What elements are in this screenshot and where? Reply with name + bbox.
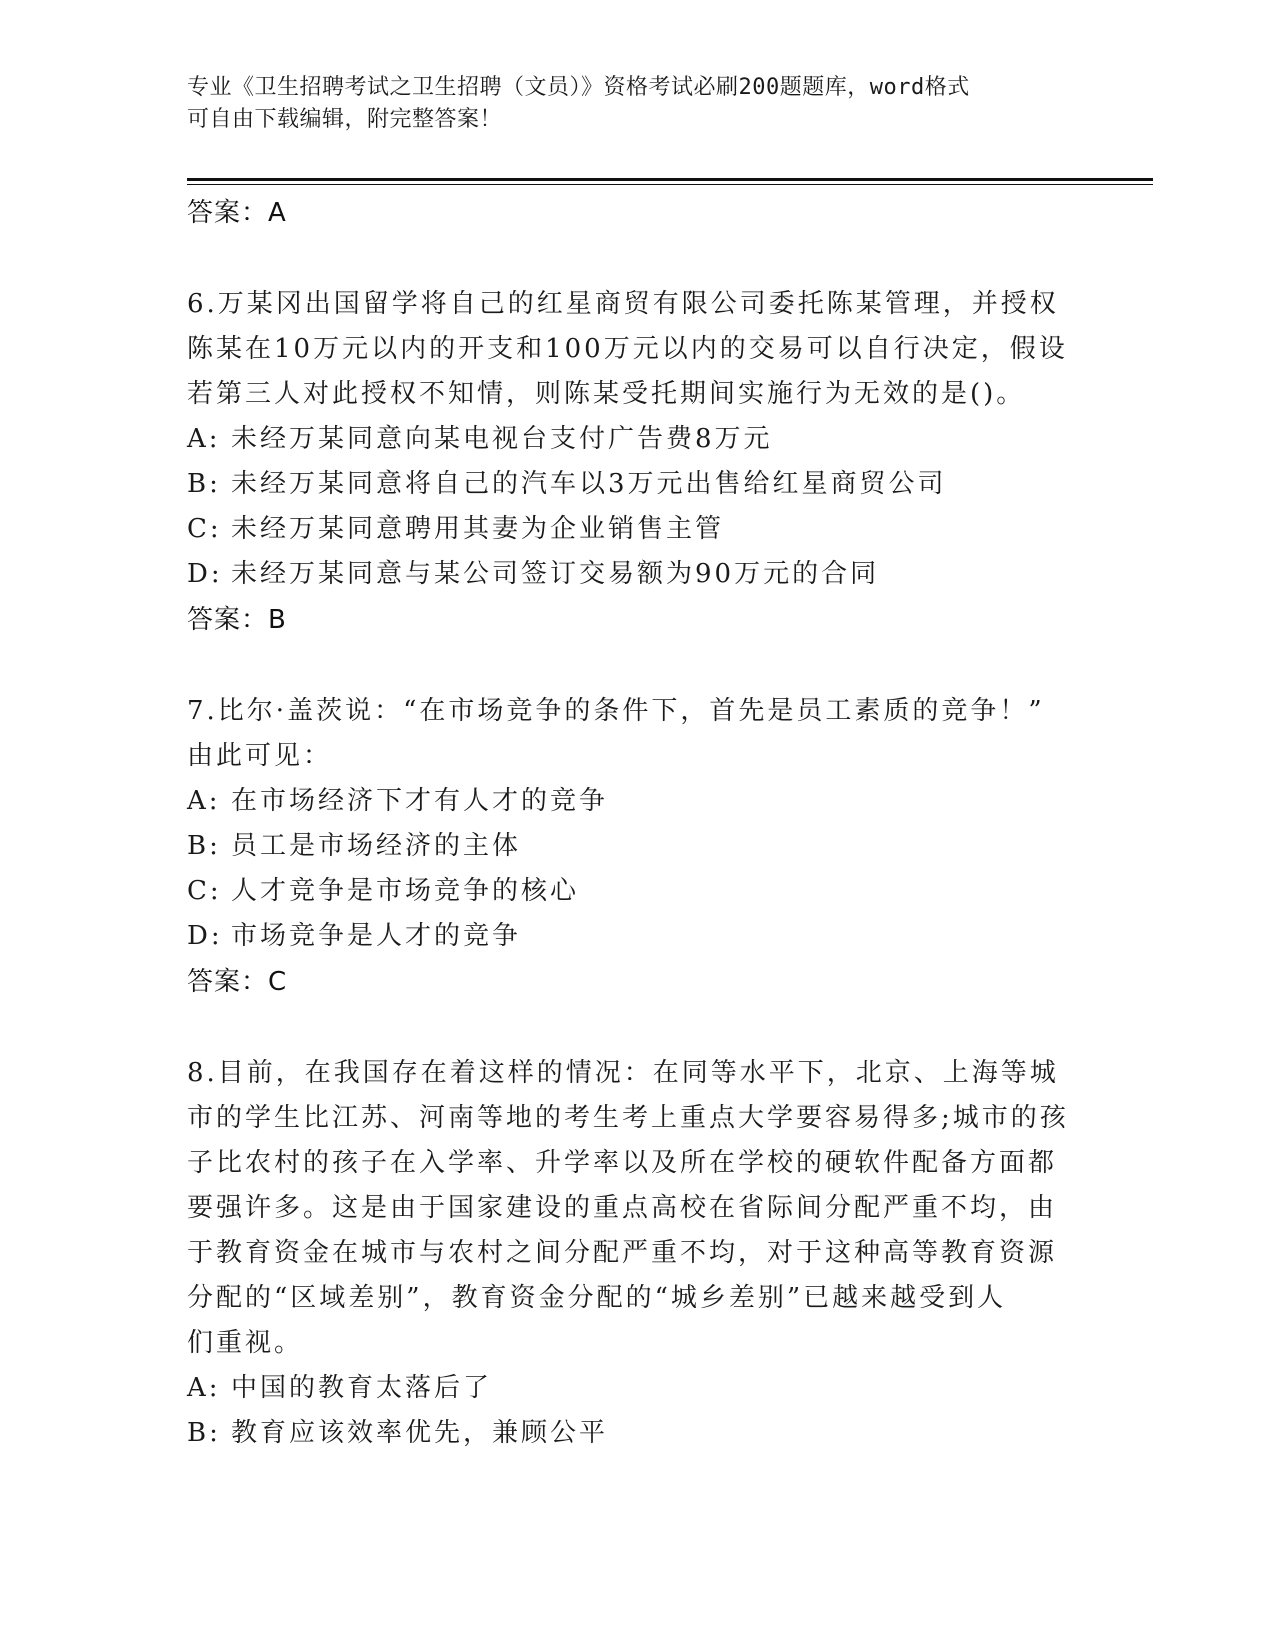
question-text: 若第三人对此授权不知情，则陈某受托期间实施行为无效的是()。	[187, 379, 1026, 409]
option-text: 教育应该效率优先，兼顾公平	[231, 1418, 609, 1448]
option-letter: D:	[187, 921, 223, 951]
option-a	[187, 417, 1087, 462]
question-text: 7.比尔·盖茨说：“在市场竞争的条件下，首先是员工素质的竞争！”	[187, 696, 1045, 726]
spacer	[187, 236, 1087, 282]
option-c	[187, 869, 1087, 914]
question-text: 陈某在10万元以内的开支和100万元以内的交易可以自行决定，假设	[187, 334, 1068, 364]
spacer	[187, 643, 1087, 689]
answer-line: 答案：A	[187, 198, 287, 228]
question-text: 由此可见：	[187, 741, 333, 771]
document-header	[187, 72, 1067, 136]
option-letter: B:	[187, 1418, 221, 1448]
option-letter: A:	[187, 1373, 221, 1403]
option-b	[187, 824, 1087, 869]
option-a	[187, 1366, 1087, 1411]
question-text: 要强许多。这是由于国家建设的重点高校在省际间分配严重不均，由	[187, 1193, 1058, 1223]
question-text: 8.目前，在我国存在着这样的情况：在同等水平下，北京、上海等城	[187, 1058, 1059, 1088]
question-text: 分配的“区域差别”，教育资金分配的“城乡差别”已越来越受到人	[187, 1283, 1007, 1313]
option-text: 未经万某同意将自己的汽车以3万元出售给红星商贸公司	[231, 469, 947, 499]
option-letter: D:	[187, 559, 223, 589]
option-text: 未经万某同意聘用其妻为企业销售主管	[231, 514, 725, 544]
option-text: 在市场经济下才有人才的竞争	[231, 786, 609, 816]
option-text: 未经万某同意与某公司签订交易额为90万元的合同	[231, 559, 880, 589]
spacer	[187, 1005, 1087, 1051]
question-text: 市的学生比江苏、河南等地的考生考上重点大学要容易得多;城市的孩	[187, 1103, 1069, 1133]
option-d	[187, 552, 1087, 597]
question-text: 于教育资金在城市与农村之间分配严重不均，对于这种高等教育资源	[187, 1238, 1058, 1268]
answer-line: 答案：C	[187, 967, 288, 997]
option-letter: A:	[187, 786, 221, 816]
question-block	[187, 282, 1087, 643]
option-d	[187, 914, 1087, 959]
question-block	[187, 689, 1087, 1005]
option-text: 人才竞争是市场竞争的核心	[231, 876, 580, 906]
option-text: 未经万某同意向某电视台支付广告费8万元	[231, 424, 773, 454]
option-letter: B:	[187, 831, 221, 861]
option-letter: B:	[187, 469, 221, 499]
question-text: 子比农村的孩子在入学率、升学率以及所在学校的硬软件配备方面都	[187, 1148, 1058, 1178]
option-letter: A:	[187, 424, 221, 454]
question-text: 们重视。	[187, 1328, 304, 1358]
header-divider-thick	[187, 178, 1153, 181]
question-text: 6.万某冈出国留学将自己的红星商贸有限公司委托陈某管理，并授权	[187, 289, 1059, 319]
option-text: 市场竞争是人才的竞争	[231, 921, 522, 951]
option-text: 员工是市场经济的主体	[231, 831, 522, 861]
option-b	[187, 462, 1087, 507]
option-a	[187, 779, 1087, 824]
option-c	[187, 507, 1087, 552]
option-letter: C:	[187, 514, 222, 544]
header-line-2: 可自由下载编辑，附完整答案！	[187, 107, 503, 132]
option-letter: C:	[187, 876, 222, 906]
option-b	[187, 1411, 1087, 1456]
option-text: 中国的教育太落后了	[231, 1373, 493, 1403]
header-line-1: 专业《卫生招聘考试之卫生招聘（文员）》资格考试必刷200题题库，word格式	[187, 75, 970, 100]
header-divider-thin	[187, 184, 1153, 185]
answer-line: 答案：B	[187, 605, 287, 635]
document-body	[187, 190, 1087, 1456]
question-block	[187, 1051, 1087, 1456]
